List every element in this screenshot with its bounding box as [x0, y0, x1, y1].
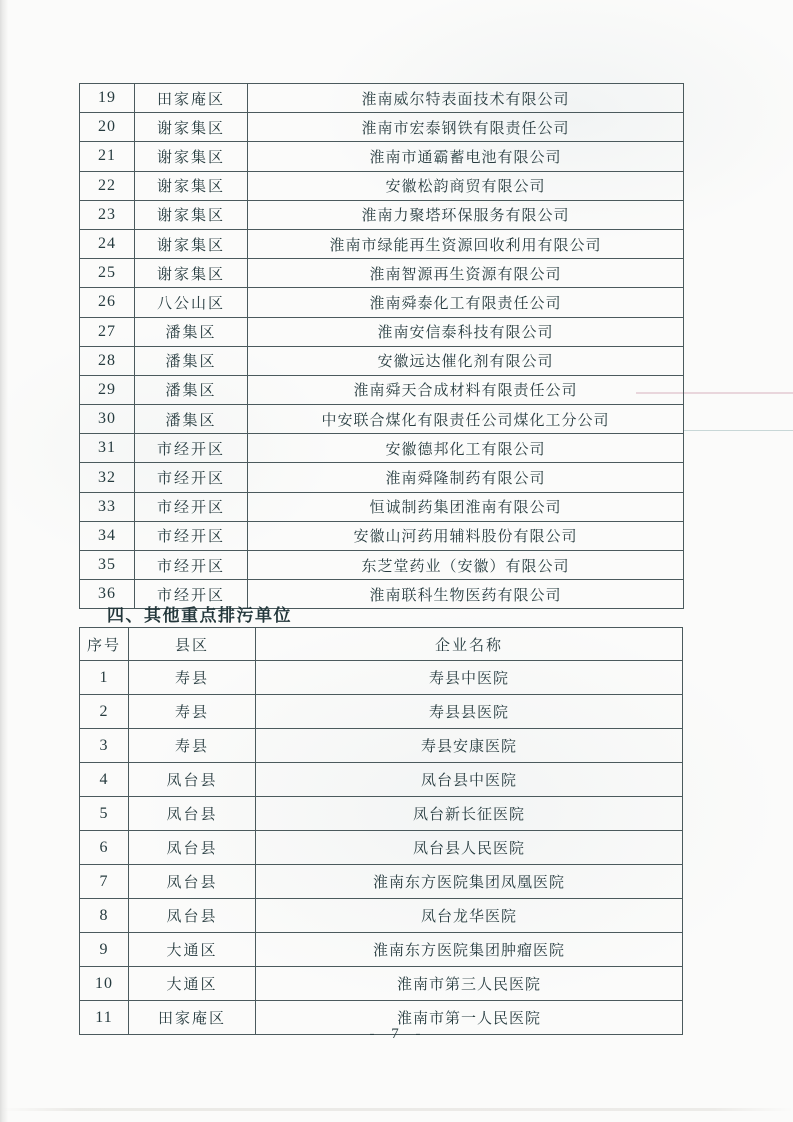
- cell-company-name: 淮南市绿能再生资源回收利用有限公司: [248, 229, 684, 258]
- table-row: [80, 113, 684, 142]
- cell-district: 谢家集区: [135, 259, 248, 288]
- header-company-name: 企业名称: [256, 628, 683, 661]
- table-header-row: [80, 628, 683, 661]
- cell-district: 潘集区: [135, 375, 248, 404]
- cell-district: 市经开区: [135, 434, 248, 463]
- table-row: [80, 492, 684, 521]
- cell-serial-number: 31: [80, 434, 135, 463]
- cell-company-name: 寿县安康医院: [256, 729, 683, 763]
- table-row: [80, 865, 683, 899]
- table-row: [80, 259, 684, 288]
- cell-district: 谢家集区: [135, 200, 248, 229]
- cell-company-name: 淮南舜隆制药有限公司: [248, 463, 684, 492]
- cell-company-name: 淮南力聚塔环保服务有限公司: [248, 200, 684, 229]
- cell-district: 市经开区: [135, 463, 248, 492]
- table-row: [80, 763, 683, 797]
- table-row: [80, 661, 683, 695]
- cell-company-name: 淮南市宏泰钢铁有限责任公司: [248, 113, 684, 142]
- cell-district: 大通区: [129, 933, 256, 967]
- cell-company-name: 凤台新长征医院: [256, 797, 683, 831]
- cell-district: 寿县: [129, 729, 256, 763]
- cell-serial-number: 29: [80, 375, 135, 404]
- cell-district: 寿县: [129, 661, 256, 695]
- cell-district: 谢家集区: [135, 229, 248, 258]
- cell-district: 凤台县: [129, 763, 256, 797]
- cell-serial-number: 24: [80, 229, 135, 258]
- cell-district: 凤台县: [129, 797, 256, 831]
- cell-company-name: 安徽松韵商贸有限公司: [248, 171, 684, 200]
- header-serial-number: 序号: [80, 628, 129, 661]
- cell-company-name: 恒诚制药集团淮南有限公司: [248, 492, 684, 521]
- cell-company-name: 淮南舜天合成材料有限责任公司: [248, 375, 684, 404]
- cell-company-name: 淮南舜泰化工有限责任公司: [248, 288, 684, 317]
- cell-company-name: 淮南市第三人民医院: [256, 967, 683, 1001]
- table-row: [80, 346, 684, 375]
- table-row: [80, 797, 683, 831]
- table-row: [80, 463, 684, 492]
- cell-district: 市经开区: [135, 580, 248, 609]
- cell-company-name: 凤台县人民医院: [256, 831, 683, 865]
- cell-company-name: 东芝堂药业（安徽）有限公司: [248, 551, 684, 580]
- cell-serial-number: 26: [80, 288, 135, 317]
- cell-company-name: 寿县中医院: [256, 661, 683, 695]
- table-row: [80, 933, 683, 967]
- table-row: [80, 729, 683, 763]
- table-row: [80, 317, 684, 346]
- cell-district: 凤台县: [129, 865, 256, 899]
- table-row: [80, 142, 684, 171]
- table-row: [80, 84, 684, 113]
- table-row: [80, 200, 684, 229]
- cell-serial-number: 2: [80, 695, 129, 729]
- cell-company-name: 凤台县中医院: [256, 763, 683, 797]
- cell-company-name: 淮南东方医院集团肿瘤医院: [256, 933, 683, 967]
- cell-company-name: 淮南联科生物医药有限公司: [248, 580, 684, 609]
- cell-company-name: 淮南安信泰科技有限公司: [248, 317, 684, 346]
- cell-serial-number: 6: [80, 831, 129, 865]
- table-row: [80, 831, 683, 865]
- cell-district: 谢家集区: [135, 171, 248, 200]
- cell-serial-number: 19: [80, 84, 135, 113]
- table-row: [80, 967, 683, 1001]
- cell-serial-number: 22: [80, 171, 135, 200]
- cell-serial-number: 5: [80, 797, 129, 831]
- cell-company-name: 安徽远达催化剂有限公司: [248, 346, 684, 375]
- scan-edge-left: [0, 0, 8, 1122]
- cell-serial-number: 3: [80, 729, 129, 763]
- cell-district: 谢家集区: [135, 113, 248, 142]
- cell-serial-number: 28: [80, 346, 135, 375]
- cell-district: 八公山区: [135, 288, 248, 317]
- cell-company-name: 中安联合煤化有限责任公司煤化工分公司: [248, 405, 684, 434]
- cell-company-name: 淮南智源再生资源有限公司: [248, 259, 684, 288]
- table-row: [80, 551, 684, 580]
- cell-serial-number: 1: [80, 661, 129, 695]
- cell-serial-number: 8: [80, 899, 129, 933]
- table-row: [80, 288, 684, 317]
- cell-district: 市经开区: [135, 551, 248, 580]
- cell-serial-number: 9: [80, 933, 129, 967]
- cell-serial-number: 23: [80, 200, 135, 229]
- cell-district: 潘集区: [135, 346, 248, 375]
- cell-serial-number: 25: [80, 259, 135, 288]
- page-number: - 7 -: [369, 1026, 424, 1042]
- cell-serial-number: 34: [80, 521, 135, 550]
- table-row: [80, 899, 683, 933]
- cell-company-name: 淮南市第一人民医院: [256, 1001, 683, 1035]
- cell-district: 市经开区: [135, 521, 248, 550]
- other-key-units-table: [79, 627, 683, 1035]
- cell-district: 潘集区: [135, 317, 248, 346]
- cell-serial-number: 4: [80, 763, 129, 797]
- cell-serial-number: 7: [80, 865, 129, 899]
- table-row: [80, 375, 684, 404]
- table-row: [80, 521, 684, 550]
- cell-serial-number: 20: [80, 113, 135, 142]
- cell-district: 田家庵区: [129, 1001, 256, 1035]
- table-row: [80, 405, 684, 434]
- cell-serial-number: 21: [80, 142, 135, 171]
- cell-district: 市经开区: [135, 492, 248, 521]
- cell-serial-number: 10: [80, 967, 129, 1001]
- cell-serial-number: 33: [80, 492, 135, 521]
- cell-serial-number: 35: [80, 551, 135, 580]
- cell-district: 田家庵区: [135, 84, 248, 113]
- cell-company-name: 凤台龙华医院: [256, 899, 683, 933]
- table-row: [80, 434, 684, 463]
- cell-district: 谢家集区: [135, 142, 248, 171]
- cell-district: 凤台县: [129, 831, 256, 865]
- cell-company-name: 淮南市通霸蓄电池有限公司: [248, 142, 684, 171]
- scan-artifact-line: [683, 430, 793, 431]
- key-units-table-continuation: [79, 83, 684, 609]
- header-district: 县区: [129, 628, 256, 661]
- cell-company-name: 寿县县医院: [256, 695, 683, 729]
- cell-district: 寿县: [129, 695, 256, 729]
- cell-company-name: 淮南威尔特表面技术有限公司: [248, 84, 684, 113]
- table-row: [80, 171, 684, 200]
- cell-serial-number: 36: [80, 580, 135, 609]
- cell-serial-number: 11: [80, 1001, 129, 1035]
- cell-company-name: 安徽德邦化工有限公司: [248, 434, 684, 463]
- section-heading: 四、其他重点排污单位: [107, 606, 292, 625]
- cell-district: 凤台县: [129, 899, 256, 933]
- cell-serial-number: 27: [80, 317, 135, 346]
- cell-district: 潘集区: [135, 405, 248, 434]
- cell-company-name: 安徽山河药用辅料股份有限公司: [248, 521, 684, 550]
- table-row: [80, 695, 683, 729]
- cell-company-name: 淮南东方医院集团凤凰医院: [256, 865, 683, 899]
- table-row: [80, 229, 684, 258]
- cell-serial-number: 30: [80, 405, 135, 434]
- cell-district: 大通区: [129, 967, 256, 1001]
- cell-serial-number: 32: [80, 463, 135, 492]
- scan-edge-bottom: [0, 1108, 793, 1111]
